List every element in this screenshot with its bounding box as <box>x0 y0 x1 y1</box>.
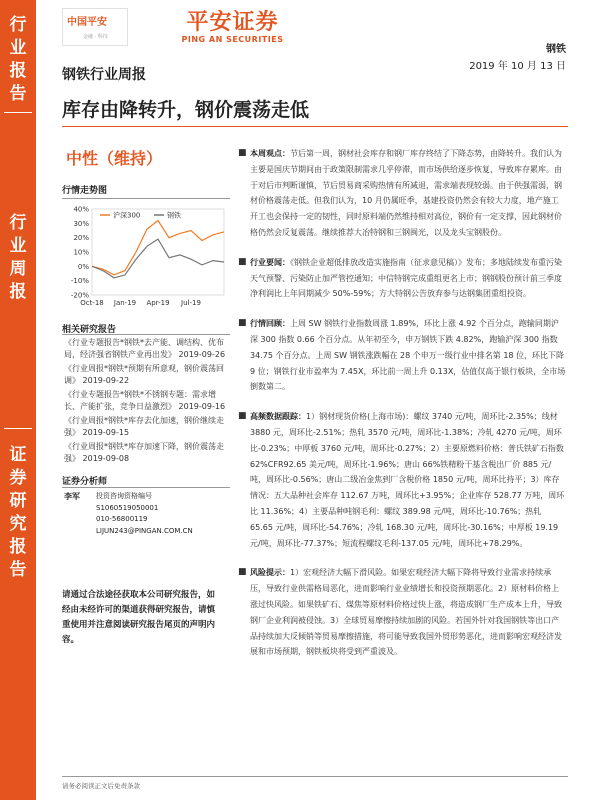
analyst-section-title: 证券分析师 <box>62 477 108 487</box>
paragraph-text: 1）宏观经济大幅下滑风险。如果宏观经济大幅下降将导致行业需求持续承压，导致行业供需格局恶化，进而影响行业业绩增长和投资预期恶化。2）原材料价格上涨过快风险。如果铁矿石、煤焦等原材料价格过快上涨，将造成钢厂生产成本上升，导致钢厂企业利润被侵蚀。3）全球贸易摩擦持续加剧的风险。若国外针对我国钢铁等出口产品持续加大反倾销等贸易摩擦措施，将可能导致我国外贸形势恶化，进而影响宏观经济发展和市场预期，钢铁板块将受到严重波及。 <box>250 568 562 657</box>
logo-text: 中国平安 <box>67 17 107 28</box>
paragraph-title: 风险提示： <box>250 568 290 578</box>
industry-tag: 钢铁 <box>546 44 566 55</box>
analyst-email[interactable]: LIJUN243@PINGAN.COM.CN <box>96 526 193 535</box>
sidebar-divider <box>4 428 32 429</box>
disclaimer-notice: 请通过合法途径获取本公司研究报告，如经由未经许可的渠道获得研究报告，请慎重使用并注意阅读研究报告尾页的声明内容。 <box>62 590 216 645</box>
paragraph-data <box>238 409 566 551</box>
brand-name-en: PING AN SECURITIES <box>181 35 284 44</box>
footer-note: 请务必阅读正文后免责条款 <box>62 782 140 790</box>
plot-frame <box>92 209 224 295</box>
main-content <box>238 146 566 674</box>
report-type-title: 钢铁行业周报 <box>62 67 146 83</box>
y-tick-label: 20% <box>73 234 89 243</box>
analyst-phone: 010-56800119 <box>96 515 148 523</box>
analyst-license-number: S1060519050001 <box>96 503 159 512</box>
chart-section-title: 行情走势图 <box>62 186 108 196</box>
sidebar-band <box>0 0 36 800</box>
sidebar-label-research: 证 券 研 究 报 告 <box>9 445 27 580</box>
paragraph-text: 《钢铁企业超低排放改造实施指南（征求意见稿）》发布；多地陆续发布重污染天气预警、污染防止加严管控通知；中信特钢完成重组更名上市；钢钢股份预计前三季度净利润比上年同期减少 50%-59%；方大特钢公告放弃参与达钢集团重组投资。 <box>250 257 562 299</box>
series-line-hs300 <box>92 221 224 275</box>
x-tick-label: Apr-19 <box>146 299 170 307</box>
x-tick-label: Jan-19 <box>113 299 137 307</box>
bullet-icon: ■ <box>238 318 247 329</box>
brand-logo <box>170 5 295 44</box>
sidebar-label-report: 行 业 报 告 <box>9 15 27 104</box>
paragraph-text: 上周 SW 钢铁行业指数周涨 1.89%，环比上涨 4.92 个百分点，跑输同期沪深 300 指数 0.66 个百分点。从年初至今，申万钢铁下跌 4.82%，跑输沪深 300 指数 34.75 个百分点。上周 SW 钢铁涨跌幅在 28 个申万一级行业中排名第 18 位，环比下降 9 位；钢铁行业市盈率为 7.45X，环比前一周上升 0.13X，估值仅高于银行板块，全市场倒数第二。 <box>250 319 566 392</box>
title-divider <box>62 126 568 127</box>
report-link[interactable]: 《行业周报*钢铁*库存去化加速，钢价继续走强》 2019-09-15 <box>64 416 224 437</box>
section-divider <box>62 198 230 199</box>
series-line-steel <box>92 239 224 278</box>
page-title: 库存由降转升，钢价震荡走低 <box>62 99 310 121</box>
paragraph-news <box>238 255 566 302</box>
y-tick-label: 0% <box>77 262 89 271</box>
y-tick-label: 10% <box>73 248 89 257</box>
paragraph-view <box>238 146 566 241</box>
pingan-group-logo <box>62 8 128 46</box>
report-link[interactable]: 《行业专题报告*钢铁*去产能、调结构、优布局，经济强省钢铁产业再出发》 2019-09-26 <box>64 338 226 359</box>
rating-badge: 中性（维持） <box>66 149 163 168</box>
brand-name-cn: 平安证券 <box>186 10 279 35</box>
market-trend-chart <box>62 203 232 313</box>
analyst-name: 李军 <box>64 492 80 501</box>
report-link[interactable]: 《行业周报*钢铁*库存加速下降，钢价震荡走强》 2019-09-08 <box>64 442 224 463</box>
related-reports-list <box>64 337 230 467</box>
paragraph-title: 行情回顾： <box>250 319 290 329</box>
paragraph-title: 本周观点： <box>250 149 290 158</box>
paragraph-text: 节后第一周，钢材社会库存和钢厂库存终结了下降态势，由降转升。我们认为主要是国庆节期间由于政策限制需求几乎停滞，而市场供给逐步恢复，导致库存累库。由于对后市判断谨慎，节后贸易商采购热情有所减退，需求端表现较弱。由于供强需弱，钢材价格震荡走低。但我们认为，10 月仍属旺季，基建投资仍然会有较大力度，地产施工开工也会保持一定的韧性，同时原料端仍然维持相对高位，钢价有一定支撑，因此钢材价格仍然会反复震荡。继续推荐大冶特钢和三钢闽光，以及龙头宝钢股份。 <box>250 149 562 237</box>
x-tick-label: Jul-19 <box>181 299 201 307</box>
report-date: 2019 年 10 月 13 日 <box>469 61 566 72</box>
bullet-icon: ■ <box>238 256 247 267</box>
logo-subtext: 金融 · 科技 <box>83 34 108 40</box>
paragraph-text: 1）钢材现货价格(上海市场)：螺纹 3740 元/吨，周环比-2.35%；线材 3880 元，周环比-2.51%；热轧 3570 元/吨，周环比-1.38%；冷轧 4270 元/吨，周环比-0.23%；中厚板 3760 元/吨，周环比-0.27%；2）主要原燃料价格：普氏铁矿石指数 62%CFR92.65 美元/吨，周环比-1.96%；唐山 66%铁精粉干基含税出厂价 885 元/吨，周环比-0.56%；唐山二级冶金焦到厂含税价格 1850 元/吨，周环比持平；3）库存情况：五大品种社会库存 112.67 万吨，周环比+3.95%；企业库存 528.77 万吨，周环比 11.36%；4）主要品种吨钢毛利：螺纹 389.98 元/吨，周环比-10.76%；热轧 65.65 元/吨，周环比-54.76%；冷轧 168.30 元/吨，周环比-30.16%；中厚板 19.19 元/吨，周环比-77.37%；短流程螺纹毛利-137.05 元/吨，周环比+78.29%。 <box>250 412 565 548</box>
paragraph-title: 行业要闻： <box>250 257 290 267</box>
analyst-credential-label: 投资咨询资格编号 <box>96 492 152 500</box>
footer-divider <box>62 776 568 777</box>
section-divider <box>62 487 230 488</box>
y-tick-label: -20% <box>70 291 89 300</box>
sidebar-divider <box>4 112 32 113</box>
legend-label: 沪深300 <box>113 211 141 220</box>
sidebar-label-weekly: 行 业 周 报 <box>9 213 27 302</box>
bullet-icon: ■ <box>238 148 247 158</box>
y-tick-label: 30% <box>73 219 89 228</box>
bullet-icon: ■ <box>238 411 247 422</box>
paragraph-review <box>238 316 566 395</box>
y-tick-label: 40% <box>73 205 89 214</box>
section-divider <box>62 334 230 335</box>
y-tick-label: -10% <box>70 277 89 286</box>
legend-label: 钢铁 <box>167 211 181 220</box>
report-link[interactable]: 《行业专题报告*钢铁*不锈钢专题：需求增长、产能扩张，竞争日益激烈》 2019-09-16 <box>64 390 226 411</box>
report-link[interactable]: 《行业周报*钢铁*预期有所意观，钢价震荡回调》 2019-09-22 <box>64 364 224 385</box>
paragraph-title: 高频数据跟踪： <box>250 412 306 422</box>
reports-section-title: 相关研究报告 <box>62 325 117 335</box>
paragraph-risk <box>238 565 566 660</box>
x-tick-label: Oct-18 <box>80 299 104 307</box>
bullet-icon: ■ <box>238 567 247 578</box>
